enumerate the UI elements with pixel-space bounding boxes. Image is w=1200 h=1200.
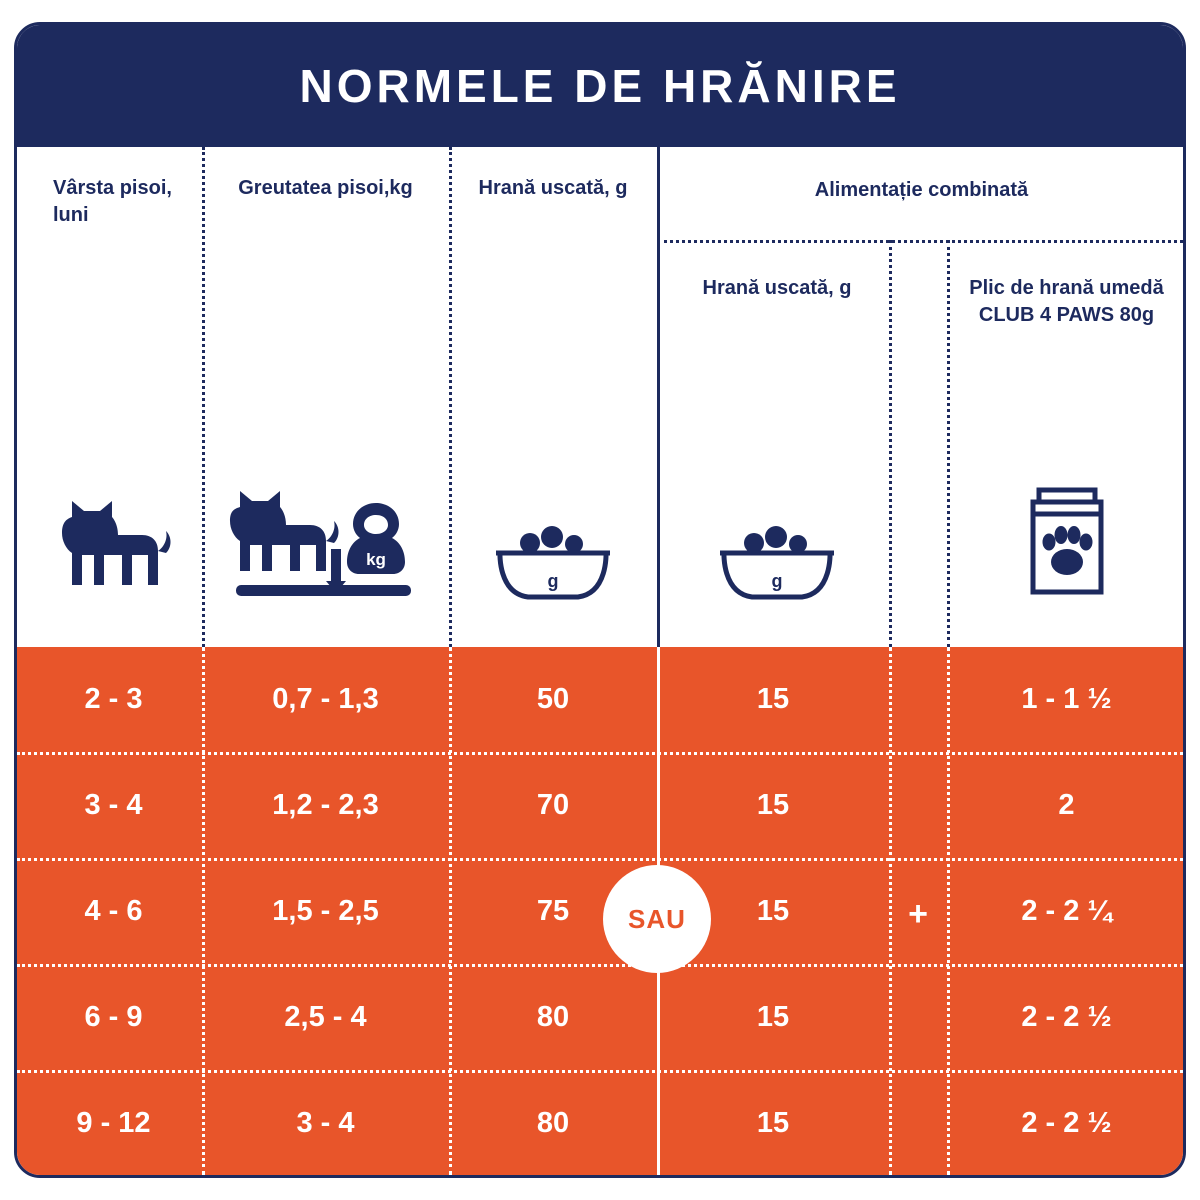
cell-combined-dry: 15	[756, 683, 790, 715]
table-header	[17, 147, 1183, 647]
table-row	[17, 647, 1183, 752]
wet-food-pouch-icon	[947, 467, 1186, 617]
table-row	[17, 965, 1183, 1070]
cell-weight: 1,2 - 2,3	[272, 789, 379, 821]
header-divider-3	[657, 147, 660, 647]
or-badge: SAU	[603, 865, 711, 973]
cell-dry: 80	[536, 1107, 570, 1139]
table-row	[17, 859, 1183, 964]
feeding-guide-card	[14, 22, 1186, 1178]
svg-text:kg: kg	[365, 549, 386, 569]
cell-age: 2 - 3	[84, 683, 143, 715]
header-divider-4	[889, 240, 892, 647]
column-header-dry: Hrană uscată, g	[478, 177, 628, 199]
page-title: NORMELE DE HRĂNIRE	[299, 60, 901, 112]
cell-combined-wet: 1 - 1 ½	[1021, 683, 1112, 715]
svg-text:g: g	[771, 571, 783, 591]
food-bowl-icon	[449, 507, 657, 617]
cat-on-scale-icon	[202, 477, 449, 617]
table-row	[17, 753, 1183, 858]
column-header-age: Vârsta pisoi, luni	[53, 177, 172, 226]
cell-age: 6 - 9	[84, 1001, 143, 1033]
food-bowl-icon	[665, 507, 889, 617]
table-row	[17, 1071, 1183, 1176]
cell-combined-wet: 2	[1058, 789, 1075, 821]
cell-weight: 2,5 - 4	[284, 1001, 367, 1033]
cell-combined-dry: 15	[756, 1107, 790, 1139]
cell-dry: 70	[536, 789, 570, 821]
plus-sign: +	[908, 895, 928, 933]
column-header-combined-wet: Plic de hrană umedă CLUB 4 PAWS 80g	[969, 277, 1164, 326]
cell-dry: 80	[536, 1001, 570, 1033]
title-bar	[17, 25, 1183, 147]
cell-combined-wet: 2 - 2 ¼	[1021, 895, 1112, 927]
cell-dry: 75	[536, 895, 570, 927]
feeding-table-body	[17, 647, 1183, 1175]
column-header-combined: Alimentație combinată	[814, 179, 1029, 201]
cell-combined-wet: 2 - 2 ½	[1021, 1107, 1112, 1139]
cell-combined-wet: 2 - 2 ½	[1021, 1001, 1112, 1033]
cell-weight: 0,7 - 1,3	[272, 683, 379, 715]
combined-subheader-divider	[657, 240, 1183, 243]
column-header-weight: Greutatea pisoi,kg	[238, 177, 413, 199]
svg-text:g: g	[547, 571, 559, 591]
cat-icon	[25, 477, 202, 617]
cell-combined-dry: 15	[756, 1001, 790, 1033]
cell-combined-dry: 15	[756, 895, 790, 927]
cell-weight: 3 - 4	[296, 1107, 355, 1139]
cell-age: 4 - 6	[84, 895, 143, 927]
cell-dry: 50	[536, 683, 570, 715]
column-header-combined-dry: Hrană uscată, g	[702, 277, 852, 299]
cell-age: 9 - 12	[76, 1107, 151, 1139]
cell-age: 3 - 4	[84, 789, 143, 821]
cell-combined-dry: 15	[756, 789, 790, 821]
cell-weight: 1,5 - 2,5	[272, 895, 379, 927]
